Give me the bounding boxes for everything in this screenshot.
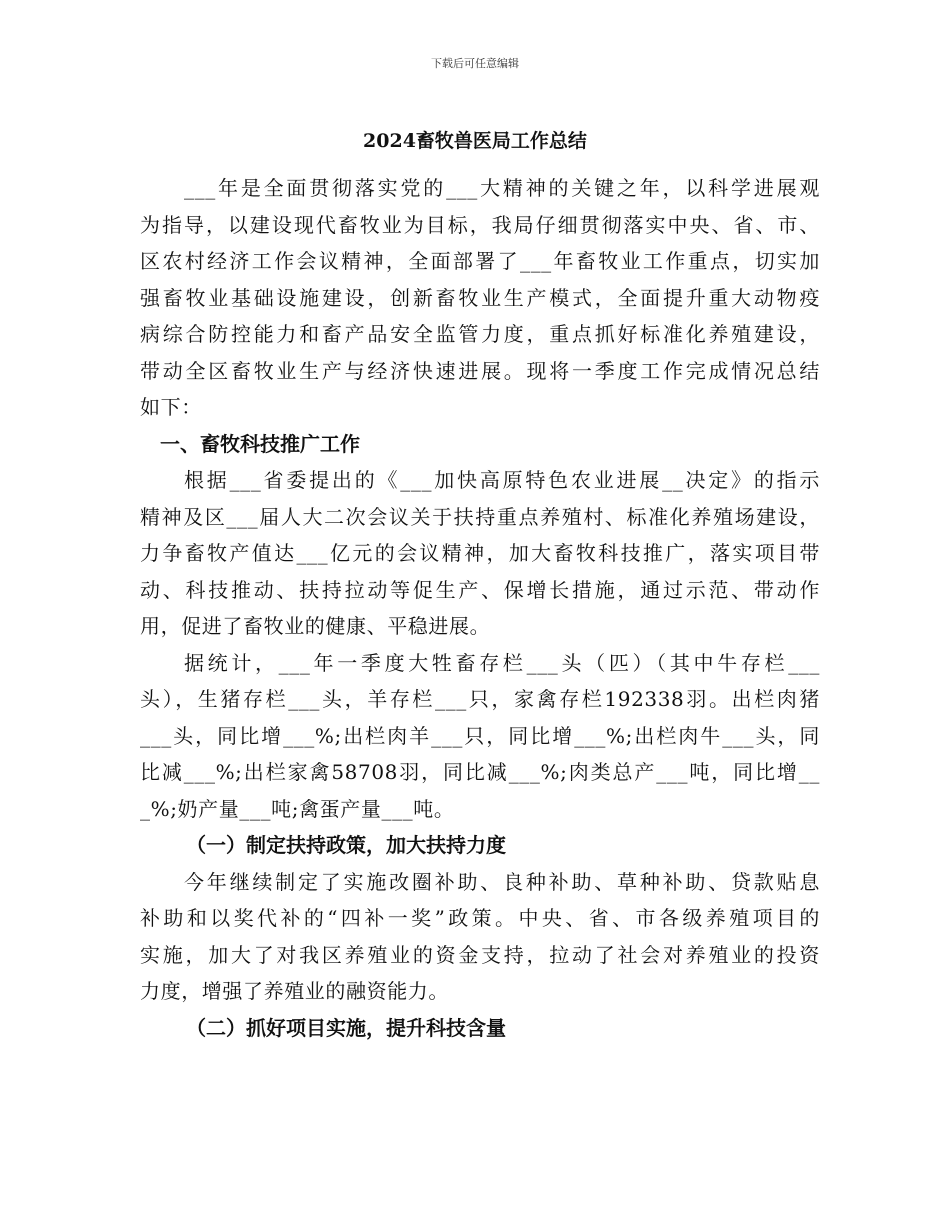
paragraph-line: 补助和以奖代补的“四补一奖”政策。中央、省、市各级养殖项目的 — [140, 906, 820, 930]
paragraph-line: 比减___%;出栏家禽58708羽，同比减___%;肉类总产___吨，同比增__ — [140, 760, 820, 784]
paragraph-line: 区农村经济工作会议精神，全面部署了___年畜牧业工作重点，切实加 — [140, 249, 820, 273]
paragraph-line: 如下： — [140, 395, 202, 419]
document-title: 2024畜牧兽医局工作总结 — [363, 130, 587, 152]
paragraph-line: 精神及区___届人大二次会议关于扶持重点养殖村、标准化养殖场建设， — [140, 504, 820, 529]
paragraph-line: 实施，加大了对我区养殖业的资金支持，拉动了社会对养殖业的投资 — [140, 942, 820, 967]
header-note: 下载后可任意编辑 — [431, 57, 519, 70]
subsection-heading: （一）制定扶持政策，加大扶持力度 — [186, 833, 506, 857]
paragraph-line: _%;奶产量___吨;禽蛋产量___吨。 — [140, 796, 455, 821]
paragraph-line: 力争畜牧产值达___亿元的会议精神，加大畜牧科技推广，落实项目带 — [140, 541, 820, 565]
paragraph-line: 强畜牧业基础设施建设，创新畜牧业生产模式，全面提升重大动物疫 — [140, 285, 820, 310]
section-heading: 一、畜牧科技推广工作 — [160, 431, 360, 456]
paragraph-line: 头），生猪存栏___头，羊存栏___只，家禽存栏192338羽。出栏肉猪 — [140, 687, 820, 711]
paragraph-line: 据统计，___年一季度大牲畜存栏___头（匹）（其中牛存栏___ — [184, 650, 820, 675]
paragraph-line: 为指导，以建设现代畜牧业为目标，我局仔细贯彻落实中央、省、市、 — [140, 212, 820, 237]
paragraph-line: 今年继续制定了实施改圈补助、良种补助、草种补助、贷款贴息 — [184, 869, 820, 894]
paragraph-line: ___头，同比增___%;出栏肉羊___只，同比增___%;出栏肉牛___头，同 — [140, 723, 820, 748]
paragraph-line: 根据___省委提出的《___加快高原特色农业进展__决定》的指示 — [184, 468, 820, 492]
document-body — [140, 170, 820, 1046]
paragraph-line: 病综合防控能力和畜产品安全监管力度，重点抓好标准化养殖建设， — [140, 322, 820, 346]
paragraph-line: 带动全区畜牧业生产与经济快速进展。现将一季度工作完成情况总结 — [140, 358, 820, 383]
subsection-heading: （二）抓好项目实施，提升科技含量 — [186, 1015, 506, 1040]
paragraph-line: 动、科技推动、扶持拉动等促生产、保增长措施，通过示范、带动作 — [140, 577, 820, 602]
paragraph-line: ___年是全面贯彻落实党的___大精神的关键之年，以科学进展观 — [184, 176, 820, 200]
paragraph-line: 用，促进了畜牧业的健康、平稳进展。 — [140, 614, 491, 638]
paragraph-line: 力度，增强了养殖业的融资能力。 — [140, 979, 449, 1003]
